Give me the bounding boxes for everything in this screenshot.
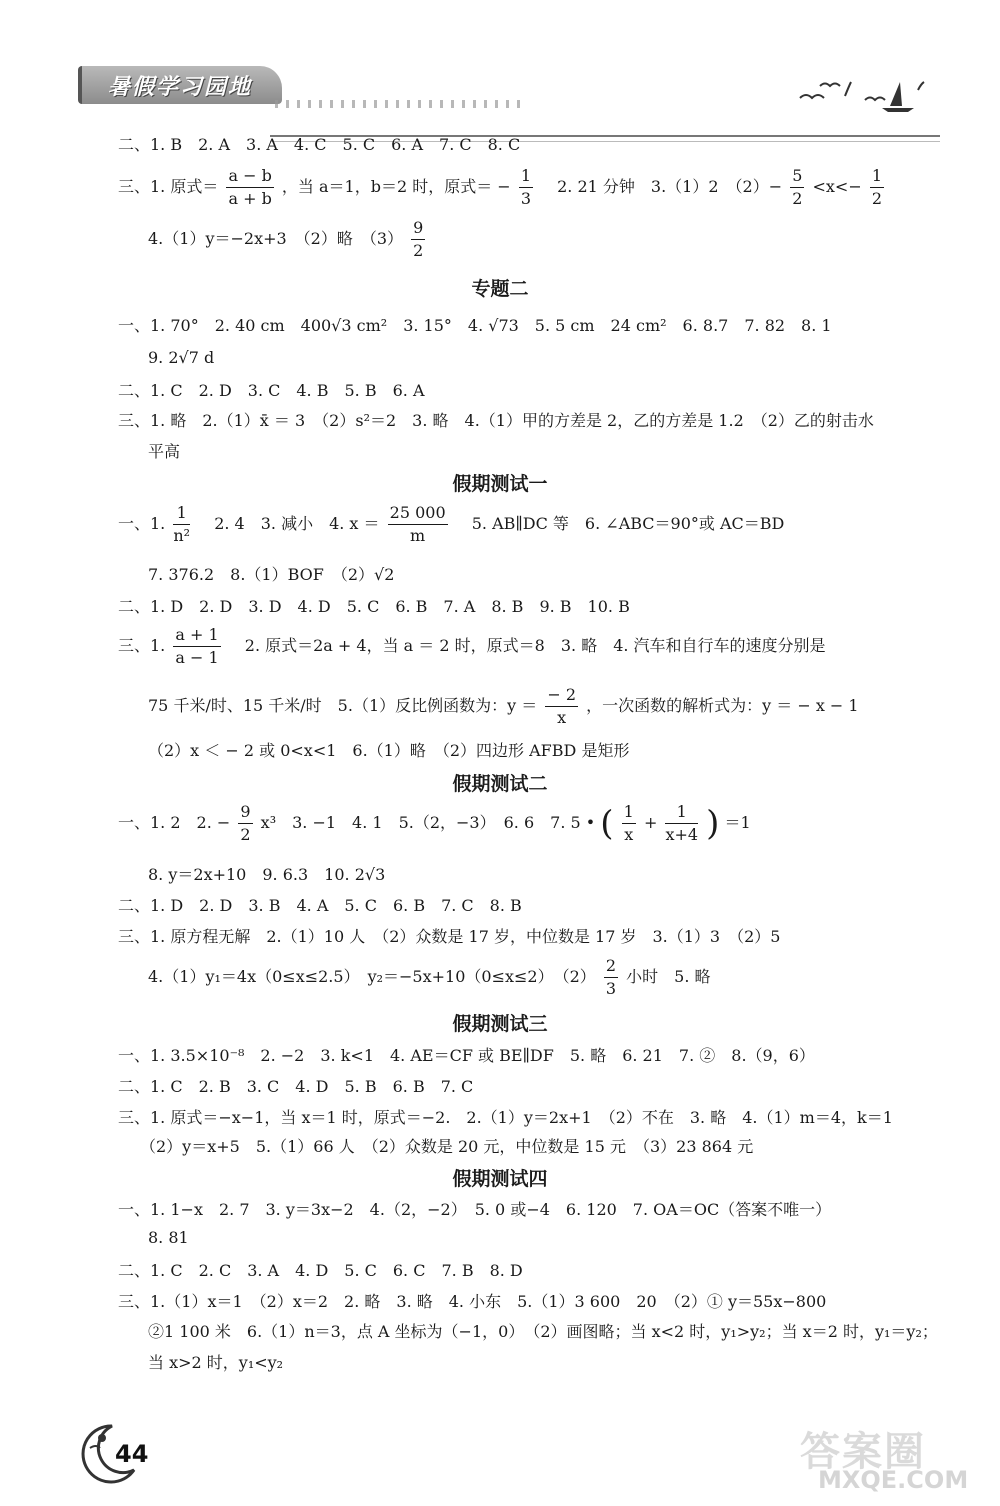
section-title-t1: 假期测试一 [452, 473, 548, 495]
zt2-line: 9. 2√7 d [148, 348, 215, 367]
fraction: $\frac{9}{2}$ [240, 802, 251, 844]
t2-line: 4.（1）y₁＝4x（0≤x≤2.5） y₂＝−5x+10（0≤x≤2） （2） $\frac{2}{3}$ 小时 5. 略 [148, 956, 711, 998]
t3-line: 三、1. 原式＝−x−1，当 x＝1 时，原式＝−2. 2.（1）y＝2x+1 （2）不在 3. 略 4.（1）m＝4，k＝1 [118, 1108, 893, 1127]
watermark: 答案圈 [800, 1429, 926, 1475]
t4-line: 一、1. 1−x 2. 7 3. y＝3x−2 4.（2，−2） 5. 0 或−4 6. 120 7. OA＝OC（答案不唯一） [118, 1200, 832, 1219]
fraction: $\frac{9}{2}$ [413, 218, 424, 260]
fraction: $\frac{- 2}{x}$ [547, 685, 577, 727]
zt1-er: 二、1. B 2. A 3. A 4. C 5. C 6. A 7. C 8. C [118, 135, 521, 154]
t2-line: 二、1. D 2. D 3. B 4. A 5. C 6. B 7. C 8. B [118, 896, 522, 915]
fraction: $\frac{1}{\text{n²}}$ [173, 503, 191, 545]
t1-line: 三、1. $\frac{a + 1}{a - 1}$ 2. 原式＝2a + 4，当 a ＝ 2 时，原式＝8 3. 略 4. 汽车和自行车的速度分别是 [118, 625, 826, 667]
fraction: $\frac{1}{2}$ [871, 166, 883, 208]
zt2-line: 二、1. C 2. D 3. C 4. B 5. B 6. A [118, 381, 425, 400]
header-dots-decoration [275, 100, 525, 108]
watermark-url: MXQE.COM [818, 1466, 969, 1494]
fraction: $\frac{1}{x+4}$ [665, 802, 699, 844]
t4-line: 8. 81 [148, 1228, 189, 1247]
fraction: $\frac{5}{2}$ [792, 166, 803, 208]
fraction: $\frac{2}{3}$ [605, 956, 617, 998]
t1-line: 7. 376.2 8.（1）BOF （2）√2 [148, 565, 395, 584]
zt1-san: 三、1. 原式＝ $\frac{a - b}{a + b}$ ，当 a＝1，b＝2 时，原式＝ − $\frac{1}{3}$ 2. 21 分钟 3.（1）2 （2）− $\frac{5}{2}$ <x<− $\frac{1}{2}$ [118, 166, 883, 208]
header-title: 暑假学习园地 [108, 75, 253, 100]
t3-line: 二、1. C 2. B 3. C 4. D 5. B 6. B 7. C [118, 1077, 474, 1096]
fraction: $\frac{1}{x}$ [623, 802, 634, 844]
t4-line: ②1 100 米 6.（1）n＝3，点 A 坐标为（−1，0） （2）画图略；当 x<2 时，y₁>y₂；当 x＝2 时，y₁＝y₂； [148, 1322, 938, 1341]
t4-line: 当 x>2 时，y₁<y₂ [148, 1353, 284, 1372]
fraction: $\frac{a - b}{a + b}$ [228, 166, 272, 208]
t2-line: 8. y＝2x+10 9. 6.3 10. 2√3 [148, 865, 386, 884]
section-title-zt2: 专题二 [471, 278, 529, 300]
section-title-t2: 假期测试二 [452, 773, 548, 795]
fraction: $\frac{a + 1}{a - 1}$ [175, 625, 219, 667]
zt2-line: 平高 [148, 442, 181, 461]
t3-line: （2）y＝x+5 5.（1）66 人 （2）众数是 20 元，中位数是 15 元 （3）23 864 元 [140, 1137, 754, 1156]
birds-sailboat-icon [790, 76, 940, 116]
t1-line: 二、1. D 2. D 3. D 4. D 5. C 6. B 7. A 8. B 9. B 10. B [118, 597, 630, 616]
fraction: $\frac{1}{3}$ [520, 166, 531, 208]
t2-line: 一、1. 2 2. − $\frac{9}{2}$ x³ 3. −1 4. 1 5.（2，−3） 6. 6 7. 5 • ( $\frac{1}{x}$ + $\frac{1}{x+4}$ ) ＝1 [118, 802, 751, 844]
t1-line: 一、1. $\frac{1}{\text{n²}}$ 2. 4 3. 减小 4. x ＝ $\frac{25 000}{m}$ 5. AB∥DC 等 6. ∠ABC＝90°或 AC＝BD [118, 503, 785, 545]
zt2-line: 一、1. 70° 2. 40 cm 400√3 cm² 3. 15° 4. √73 5. 5 cm 24 cm² 6. 8.7 7. 82 8. 1 [118, 316, 832, 335]
fraction: $\frac{25 000}{m}$ [389, 503, 446, 545]
t3-line: 一、1. 3.5×10⁻⁸ 2. −2 3. k<1 4. AE＝CF 或 BE∥DF 5. 略 6. 21 7. ② 8.（9，6） [118, 1046, 815, 1065]
zt2-line: 三、1. 略 2.（1）x̄ ＝ 3 （2）s²＝2 3. 略 4.（1）甲的方差是 2，乙的方差是 1.2 （2）乙的射击水 [118, 411, 874, 430]
t4-line: 三、1.（1）x＝1 （2）x＝2 2. 略 3. 略 4. 小东 5.（1）3 600 20 （2）① y＝55x−800 [118, 1292, 827, 1311]
t2-line: 三、1. 原方程无解 2.（1）10 人 （2）众数是 17 岁，中位数是 17 岁 3.（1）3 （2）5 [118, 927, 781, 946]
section-title-t3: 假期测试三 [452, 1013, 548, 1035]
zt1-4: 4.（1）y＝−2x+3 （2）略 （3） $\frac{9}{2}$ [148, 218, 424, 260]
t1-line: 75 千米/时、15 千米/时 5.（1）反比例函数为：y ＝ $\frac{- 2}{x}$ ，一次函数的解析式为：y ＝ − x − 1 [148, 685, 859, 727]
t1-line: （2）x ＜ − 2 或 0<x<1 6.（1）略 （2）四边形 AFBD 是矩形 [148, 741, 630, 760]
section-title-t4: 假期测试四 [452, 1168, 548, 1190]
page-number: 44 [115, 1440, 149, 1468]
t4-line: 二、1. C 2. C 3. A 4. D 5. C 6. C 7. B 8. D [118, 1261, 523, 1280]
